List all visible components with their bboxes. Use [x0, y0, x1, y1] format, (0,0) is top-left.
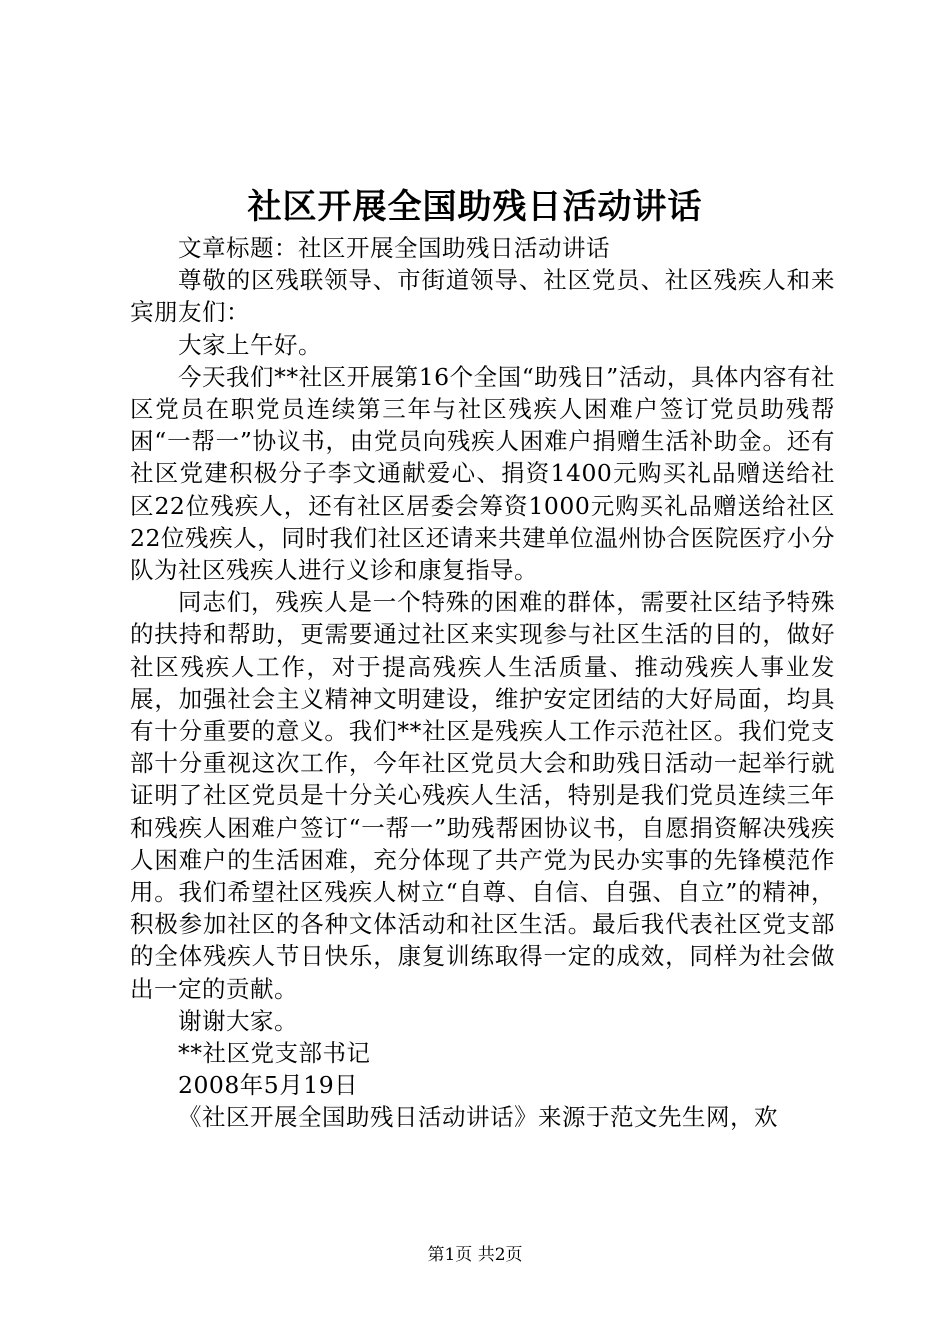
salutation-paragraph: 尊敬的区残联领导、市街道领导、社区党员、社区残疾人和来宾朋友们：	[130, 266, 835, 327]
thanks-paragraph: 谢谢大家。	[178, 1006, 298, 1035]
document-body	[130, 232, 835, 1134]
activity-paragraph: 今天我们**社区开展第16个全国“助残日”活动，具体内容有社区党员在职党员连续第三年与社区残疾人困难户签订党员助残帮困“一帮一”协议书，由党员向残疾人困难户捐赠生活补助金。还有社区党建积极分子李文通献爱心、捐资1400元购买礼品赠送给社区22位残疾人，还有社区居委会筹资1000元购买礼品赠送给社区22位残疾人，同时我们社区还请来共建单位温州协合医院医疗小分队为社区残疾人进行义诊和康复指导。	[130, 362, 835, 585]
article-title-line: 文章标题：社区开展全国助残日活动讲话	[178, 234, 610, 262]
document-title: 社区开展全国助残日活动讲话	[247, 187, 703, 227]
date-line: 2008年5月19日	[178, 1071, 359, 1100]
significance-paragraph: 同志们，残疾人是一个特殊的困难的群体，需要社区结予特殊的扶持和帮助，更需要通过社区来实现参与社区生活的目的，做好社区残疾人工作，对于提高残疾人生活质量、推动残疾人事业发展，加强社会主义精神文明建设，维护安定团结的大好局面，均具有十分重要的意义。我们**社区是残疾人工作示范社区。我们党支部十分重视这次工作，今年社区党员大会和助残日活动一起举行就证明了社区党员是十分关心残疾人生活，特别是我们党员连续三年和残疾人困难户签订“一帮一”助残帮困协议书，自愿捐资解决残疾人困难户的生活困难，充分体现了共产党为民办实事的先锋模范作用。我们希望社区残疾人树立“自尊、自信、自强、自立”的精神，积极参加社区的各种文体活动和社区生活。最后我代表社区党支部的全体残疾人节日快乐，康复训练取得一定的成效，同样为社会做出一定的贡献。	[130, 588, 835, 1003]
signature-line: **社区党支部书记	[178, 1039, 371, 1068]
greeting-paragraph: 大家上午好。	[178, 330, 322, 359]
page-footer: 第1页 共2页	[427, 1245, 523, 1265]
source-line: 《社区开展全国助残日活动讲话》来源于范文先生网，欢	[178, 1103, 778, 1132]
